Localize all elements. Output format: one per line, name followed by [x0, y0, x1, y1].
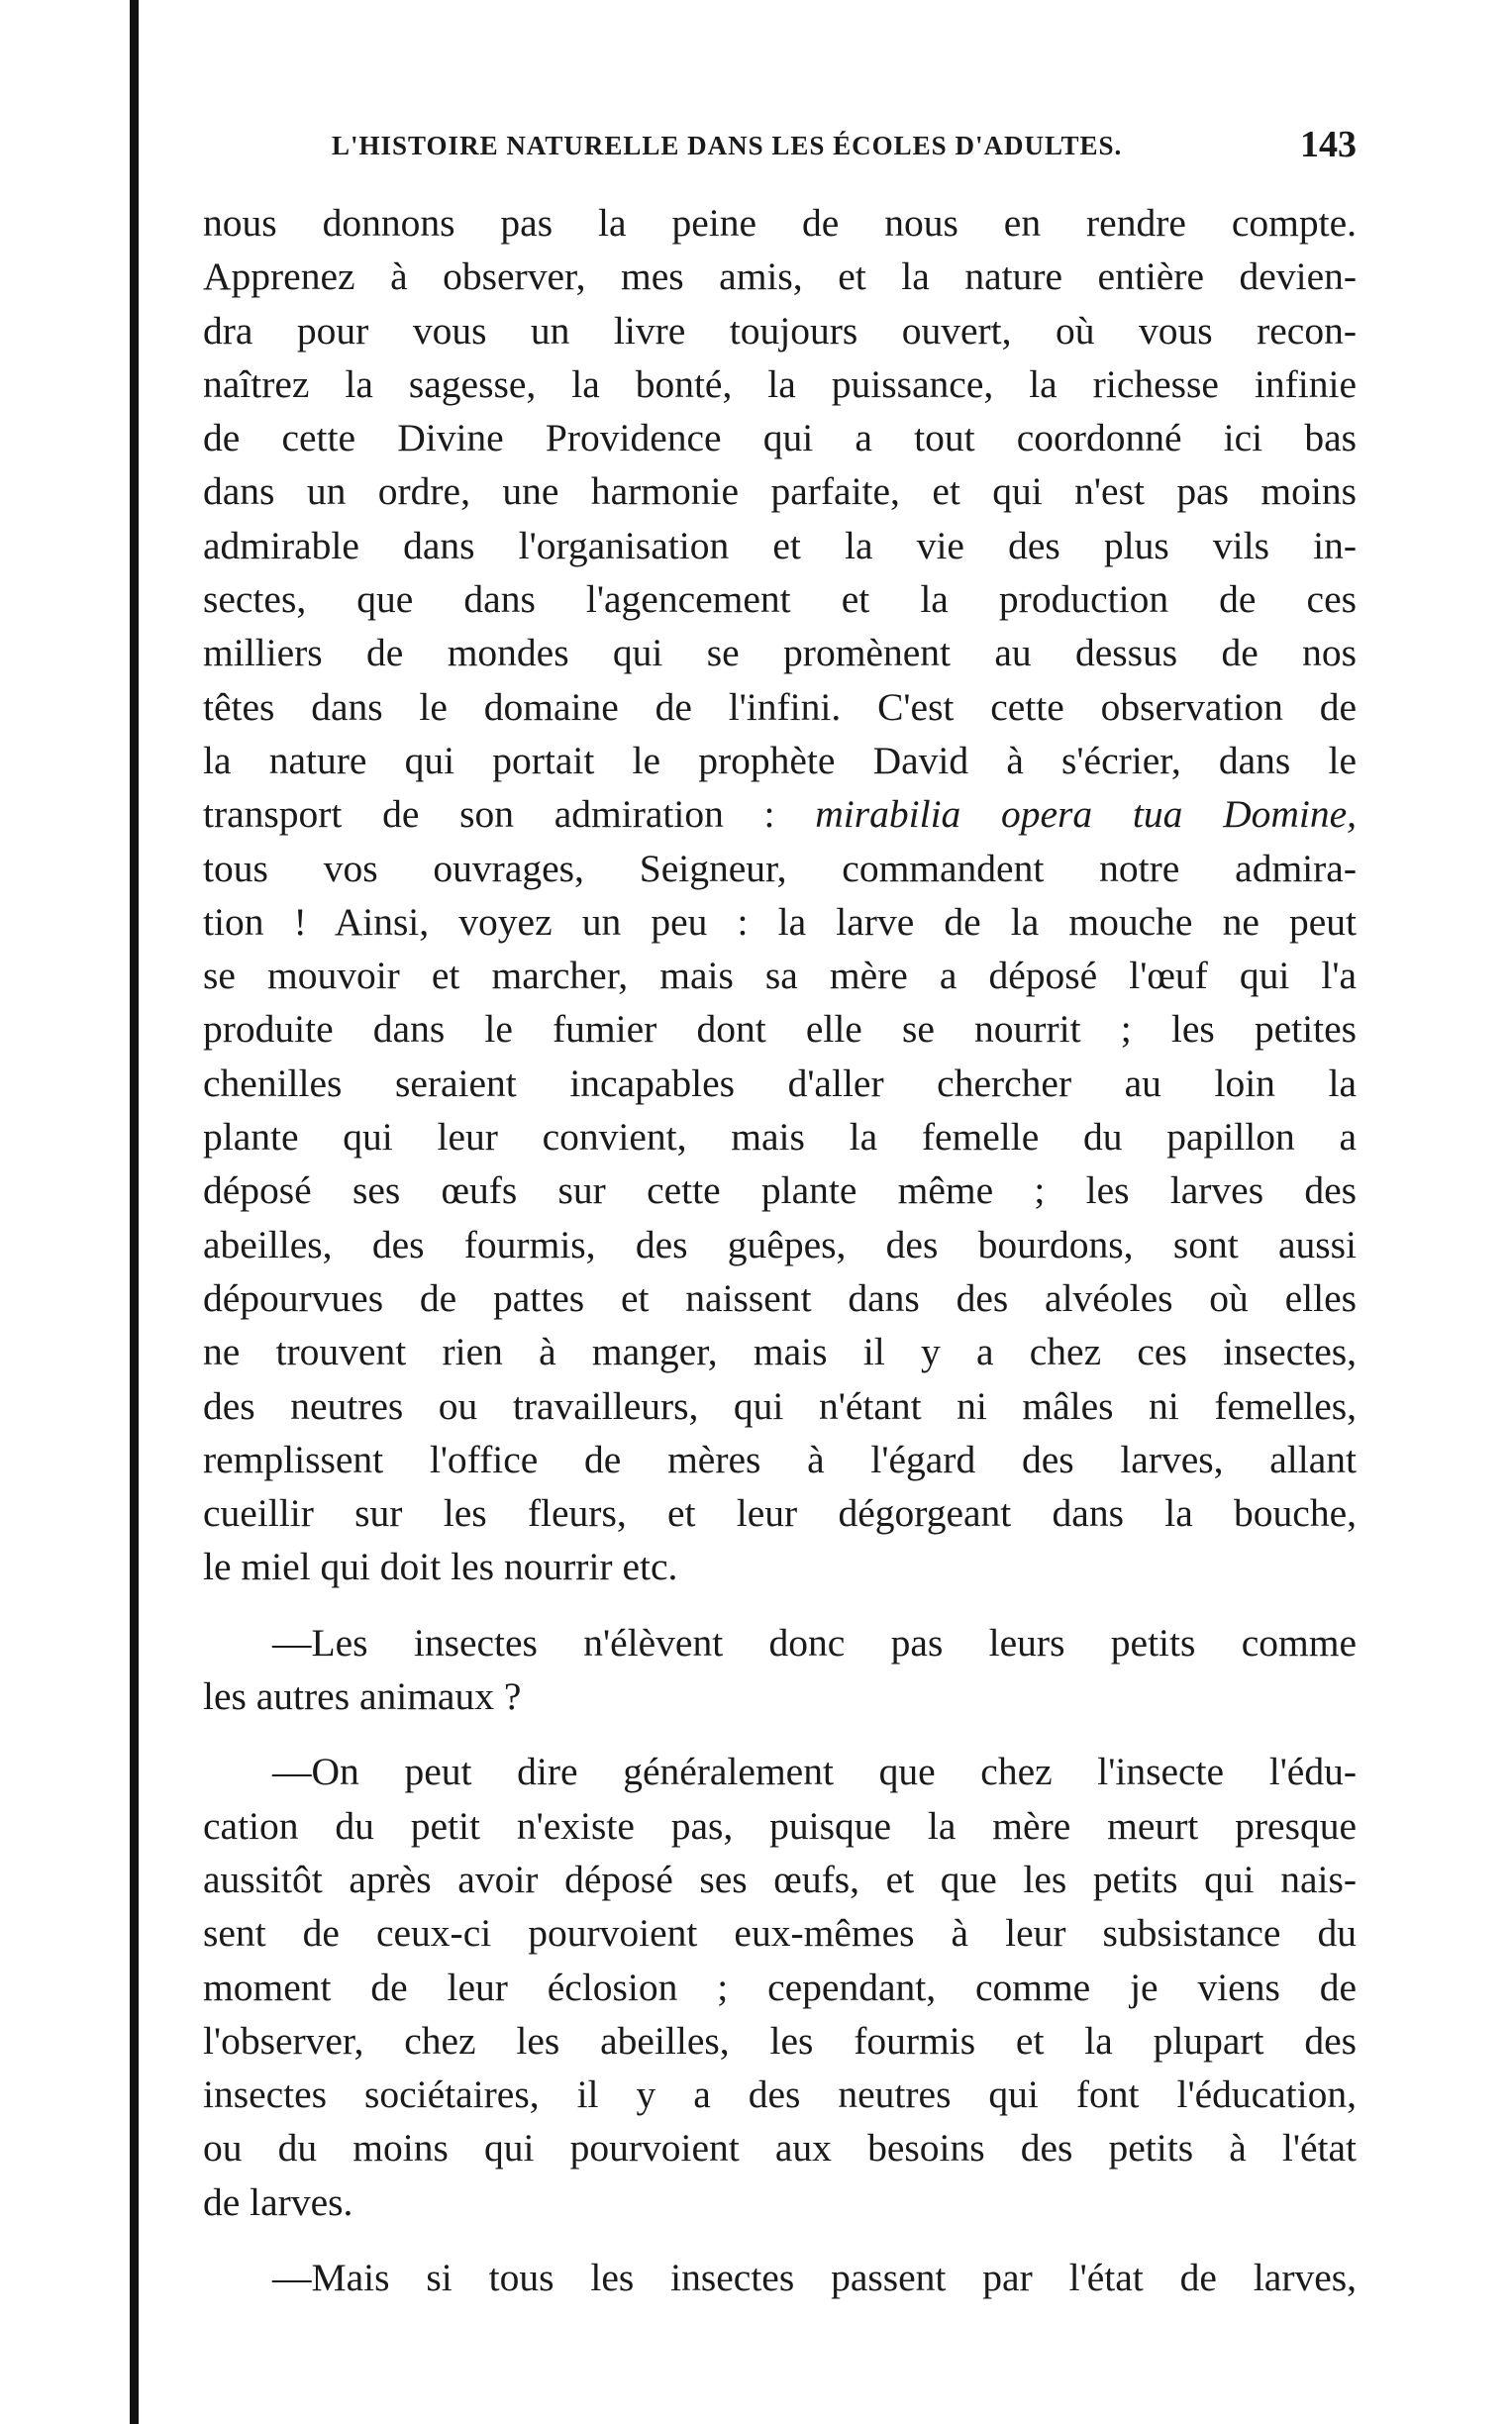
text-line: de larves. [203, 2179, 353, 2224]
text-line: Apprenez à observer, mes amis, et la nature entière devien- [203, 254, 1357, 299]
text-line: le miel qui doit les nourrir etc. [203, 1545, 678, 1589]
text-fragment: transport de son admiration : [203, 792, 816, 837]
text-line: chenilles seraient incapables d'aller chercher au loin la [203, 1060, 1357, 1105]
text-line: —On peut dire généralement que chez l'insecte l'édu- [272, 1750, 1357, 1794]
book-page [203, 117, 1357, 2304]
page-number: 143 [1300, 124, 1357, 165]
text-line: dépourvues de pattes et naissent dans des alvéoles où elles [203, 1275, 1357, 1320]
text-line: se mouvoir et marcher, mais sa mère a déposé l'œuf qui l'a [203, 954, 1357, 998]
text-line: plante qui leur convient, mais la femelle du papillon a [203, 1115, 1357, 1160]
text-line: cueillir sur les fleurs, et leur dégorgeant dans la bouche, [203, 1491, 1357, 1536]
text-line: ou du moins qui pourvoient aux besoins des petits à l'état [203, 2126, 1357, 2171]
latin-quote: mirabilia opera tua Domine, [815, 792, 1358, 837]
paragraph-gap [203, 1723, 1357, 1745]
text-line: —Mais si tous les insectes passent par l'état de larves, [272, 2255, 1357, 2299]
text-line: tion ! Ainsi, voyez un peu : la larve de la mouche ne peut [203, 899, 1357, 944]
body-text [203, 196, 1357, 2304]
text-line: moment de leur éclosion ; cependant, comme je viens de [203, 1965, 1357, 2009]
running-title: L'HISTOIRE NATURELLE DANS LES ÉCOLES D'ADULTES. [332, 131, 1123, 160]
text-line: naîtrez la sagesse, la bonté, la puissance, la richesse infinie [203, 361, 1357, 406]
text-line: remplissent l'office de mères à l'égard des larves, allant [203, 1437, 1357, 1481]
text-line: déposé ses œufs sur cette plante même ; les larves des [203, 1168, 1357, 1213]
text-line: ne trouvent rien à manger, mais il y a chez ces insectes, [203, 1330, 1357, 1374]
text-line: sectes, que dans l'agencement et la production de ces [203, 577, 1357, 622]
text-line: tous vos ouvrages, Seigneur, commandent notre admira- [203, 846, 1357, 890]
text-line: les autres animaux ? [203, 1674, 522, 1719]
text-line: des neutres ou travailleurs, qui n'étant ni mâles ni femelles, [203, 1383, 1357, 1428]
paragraph-4 [203, 2251, 1357, 2304]
text-line: nous donnons pas la peine de nous en rendre compte. [203, 201, 1357, 245]
paragraph-gap [203, 2229, 1357, 2251]
text-line: têtes dans le domaine de l'infini. C'est cette observation de [203, 684, 1357, 729]
paragraph-1 [203, 196, 1357, 1594]
text-line: cation du petit n'existe pas, puisque la mère meurt presque [203, 1803, 1357, 1848]
text-line: milliers de mondes qui se promènent au dessus de nos [203, 631, 1357, 675]
paragraph-3 [203, 1745, 1357, 2229]
paragraph-2 [203, 1616, 1357, 1724]
text-line: —Les insectes n'élèvent donc pas leurs petits comme [272, 1620, 1357, 1665]
text-line: sent de ceux-ci pourvoient eux-mêmes à leur subsistance du [203, 1911, 1357, 1956]
text-line: produite dans le fumier dont elle se nourrit ; les petites [203, 1007, 1357, 1052]
text-line: dans un ordre, une harmonie parfaite, et qui n'est pas moins [203, 469, 1357, 514]
text-line: dra pour vous un livre toujours ouvert, où vous recon- [203, 308, 1357, 353]
text-line: l'observer, chez les abeilles, les fourmis et la plupart des [203, 2018, 1357, 2063]
text-line: abeilles, des fourmis, des guêpes, des bourdons, sont aussi [203, 1222, 1357, 1266]
text-line: insectes sociétaires, il y a des neutres qui font l'éducation, [203, 2072, 1357, 2117]
text-line: de cette Divine Providence qui a tout coordonné ici bas [203, 416, 1357, 460]
text-line-latin-quote [203, 787, 1357, 841]
text-line: la nature qui portait le prophète David à s'écrier, dans le [203, 738, 1357, 782]
binding-edge-line [130, 0, 139, 2424]
text-line: aussitôt après avoir déposé ses œufs, et que les petits qui nais- [203, 1857, 1357, 1901]
paragraph-gap [203, 1594, 1357, 1616]
running-header [203, 117, 1357, 176]
text-line: admirable dans l'organisation et la vie des plus vils in- [203, 523, 1357, 567]
